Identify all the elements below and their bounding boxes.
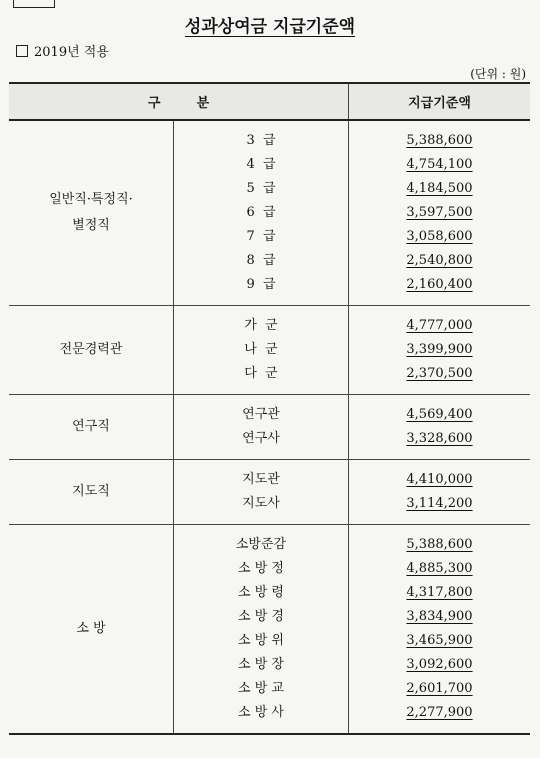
grade-label: 지도사 (242, 496, 280, 511)
grade-cell (174, 120, 349, 306)
grade-label: 소 방 교 (238, 681, 284, 696)
amount-cell (349, 120, 531, 306)
amount-value: 4,777,000 (406, 318, 473, 333)
grade-label: 가 군 (244, 318, 278, 333)
grade-label: 다 군 (244, 366, 278, 381)
amount-cell (349, 525, 531, 735)
grade-cell (174, 460, 349, 525)
grade-label: 8 급 (246, 253, 276, 268)
amount-value: 2,540,800 (406, 253, 473, 268)
group-name: 지도직 (9, 460, 174, 525)
grade-label: 지도관 (242, 472, 280, 487)
group-name: 연구직 (9, 395, 174, 460)
amount-value: 2,277,900 (406, 705, 473, 720)
amount-value: 5,388,600 (406, 133, 473, 148)
amount-value: 3,058,600 (406, 229, 473, 244)
grade-label: 5 급 (246, 181, 276, 196)
grade-label: 3 급 (246, 133, 276, 148)
amount-value: 2,601,700 (406, 681, 473, 696)
amount-cell (349, 306, 531, 395)
amount-value: 4,885,300 (406, 561, 473, 576)
amount-value: 3,092,600 (406, 657, 473, 672)
table-row (9, 395, 530, 460)
table-row (9, 306, 530, 395)
grade-cell (174, 525, 349, 735)
grade-label: 소 방 정 (238, 561, 284, 576)
grade-cell (174, 306, 349, 395)
unit-label: (단위 : 원) (470, 67, 526, 81)
amount-cell (349, 460, 531, 525)
table-body (9, 120, 530, 734)
grade-label: 소 방 령 (238, 585, 284, 600)
amount-value: 3,114,200 (406, 496, 473, 511)
header-amount: 지급기준액 (349, 83, 531, 120)
group-name: 전문경력관 (9, 306, 174, 395)
amount-cell (349, 395, 531, 460)
amount-value: 4,184,500 (406, 181, 473, 196)
apply-label: 2019년 적용 (34, 45, 109, 60)
bonus-table (9, 82, 530, 735)
amount-value: 3,328,600 (406, 431, 473, 446)
title-text: 성과상여금 지급기준액 (184, 17, 356, 37)
group-name: 일반직·특정직· 별정직 (9, 120, 174, 306)
grade-label: 연구관 (242, 407, 280, 422)
grade-label: 6 급 (246, 205, 276, 220)
top-corner-mark (13, 0, 55, 8)
checkbox-icon (16, 45, 28, 57)
grade-label: 소방준감 (235, 537, 287, 552)
grade-label: 소 방 위 (238, 633, 284, 648)
grade-label: 소 방 사 (238, 705, 284, 720)
grade-cell (174, 395, 349, 460)
table-row (9, 460, 530, 525)
grade-label: 7 급 (246, 229, 276, 244)
amount-value: 3,465,900 (406, 633, 473, 648)
amount-value: 3,834,900 (406, 609, 473, 624)
amount-value: 4,317,800 (406, 585, 473, 600)
grade-label: 연구사 (242, 431, 280, 446)
amount-value: 3,399,900 (406, 342, 473, 357)
amount-value: 2,160,400 (406, 277, 473, 292)
table-row (9, 525, 530, 735)
grade-label: 4 급 (246, 157, 276, 172)
table-row (9, 120, 530, 306)
amount-value: 4,754,100 (406, 157, 473, 172)
amount-value: 4,410,000 (406, 472, 473, 487)
grade-label: 소 방 경 (238, 609, 284, 624)
amount-value: 3,597,500 (406, 205, 473, 220)
amount-value: 2,370,500 (406, 366, 473, 381)
table-header-row (9, 83, 530, 120)
amount-value: 5,388,600 (406, 537, 473, 552)
amount-value: 4,569,400 (406, 407, 473, 422)
apply-year (16, 41, 109, 60)
page-title (0, 12, 540, 37)
grade-label: 나 군 (244, 342, 278, 357)
group-name: 소 방 (9, 525, 174, 735)
grade-label: 소 방 장 (238, 657, 284, 672)
grade-label: 9 급 (246, 277, 276, 292)
header-group: 구 분 (9, 83, 349, 120)
